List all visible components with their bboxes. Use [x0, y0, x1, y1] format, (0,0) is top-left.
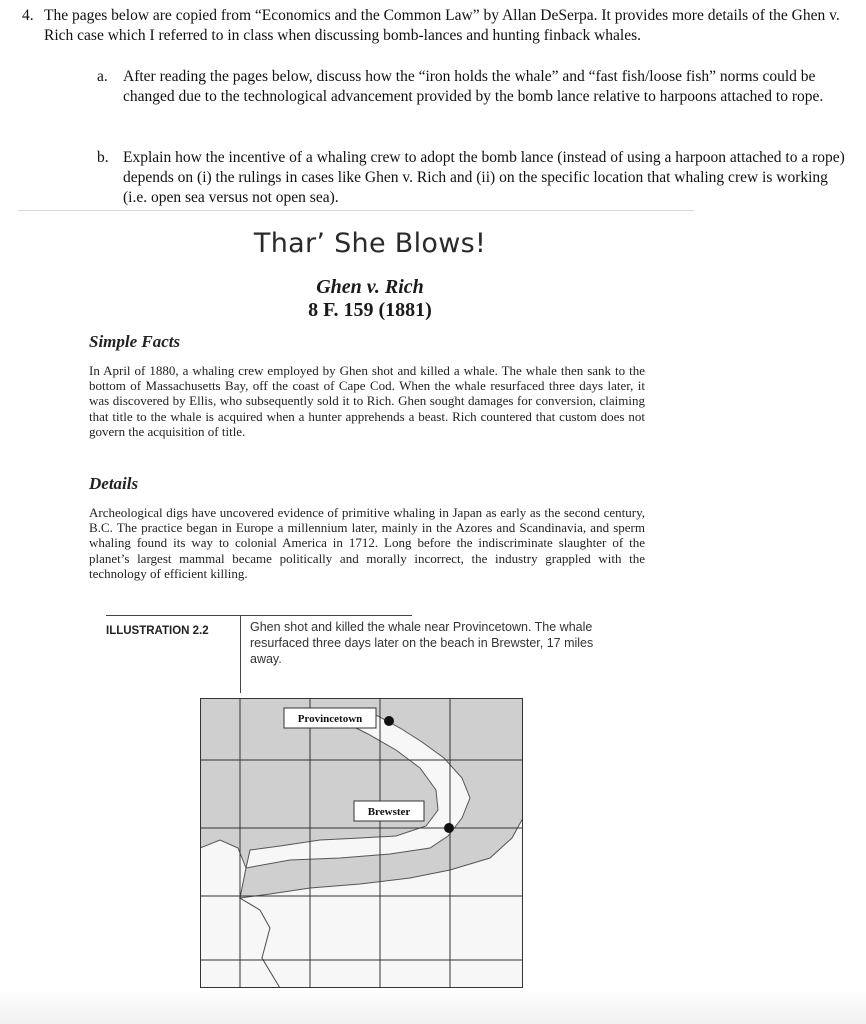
- details-text: Archeological digs have uncovered evidence of primitive whaling in Japan as early as the second century, B.C. The practice began in Europe a millennium later, mainly in the Azores and Scandinavia, and sperm whaling found its way to colonial America in 1712. Long before the indiscriminate slaughter of the planet’s largest mammal became politically and morally incorrect, the industry grappled with the technology of efficient killing.: [89, 505, 645, 581]
- details-heading: Details: [89, 474, 139, 493]
- subquestion-label: b.: [97, 149, 109, 166]
- illustration-rule: [106, 615, 412, 616]
- subquestion-a: [97, 67, 852, 107]
- simple-facts-heading: Simple Facts: [89, 332, 181, 351]
- provincetown-marker: [384, 716, 394, 726]
- simple-facts-text: In April of 1880, a whaling crew employed by Ghen shot and killed a whale. The whale then sank to the bottom of Massachusetts Bay, off the coast of Cape Cod. When the whale resurfaced three days later, it was discovered by Ellis, who subsequently sold it to Rich. Ghen sought damages for conversion, claiming that title to the whale is acquired when a hunter apprehends a beast. Rich countered that custom does not govern the acquisition of title.: [89, 363, 645, 439]
- map-graphic: [200, 698, 523, 988]
- chapter-title: Thar’ She Blows!: [253, 228, 487, 259]
- illustration-label: ILLUSTRATION 2.2: [106, 625, 209, 637]
- book-page-scan: [80, 214, 660, 994]
- cape-cod-map: [200, 698, 523, 988]
- question-number: 4.: [22, 7, 34, 24]
- question-text: The pages below are copied from “Economics and the Common Law” by Allan DeSerpa. It provides more details of the Ghen v. Rich case which I referred to in class when discussing bomb-lances and hunting finback whales.: [44, 7, 840, 44]
- subquestion-b: [97, 148, 852, 208]
- divider: [18, 210, 694, 211]
- subquestion-label: a.: [97, 68, 108, 85]
- question-4: [22, 6, 852, 46]
- illustration-divider: [240, 615, 241, 693]
- case-name: Ghen v. Rich: [316, 276, 424, 298]
- brewster-marker: [444, 823, 454, 833]
- page-bottom-shade: [0, 988, 866, 1024]
- brewster-label: Brewster: [367, 806, 411, 818]
- subquestion-text: Explain how the incentive of a whaling crew to adopt the bomb lance (instead of using a harpoon attached to a rope) depends on (i) the rulings in cases like Ghen v. Rich and (ii) on the specific location that whaling crew is working (i.e. open sea versus not open sea).: [123, 149, 845, 206]
- provincetown-label: Provincetown: [297, 713, 363, 725]
- case-citation: 8 F. 159 (1881): [308, 299, 432, 321]
- subquestion-text: After reading the pages below, discuss how the “iron holds the whale” and “fast fish/loose fish” norms could be changed due to the technological advancement provided by the bomb lance relative to harpoons attached to rope.: [123, 68, 824, 105]
- illustration-caption: Ghen shot and killed the whale near Provincetown. The whale resurfaced three days later on the beach in Brewster, 17 miles away.: [250, 620, 594, 666]
